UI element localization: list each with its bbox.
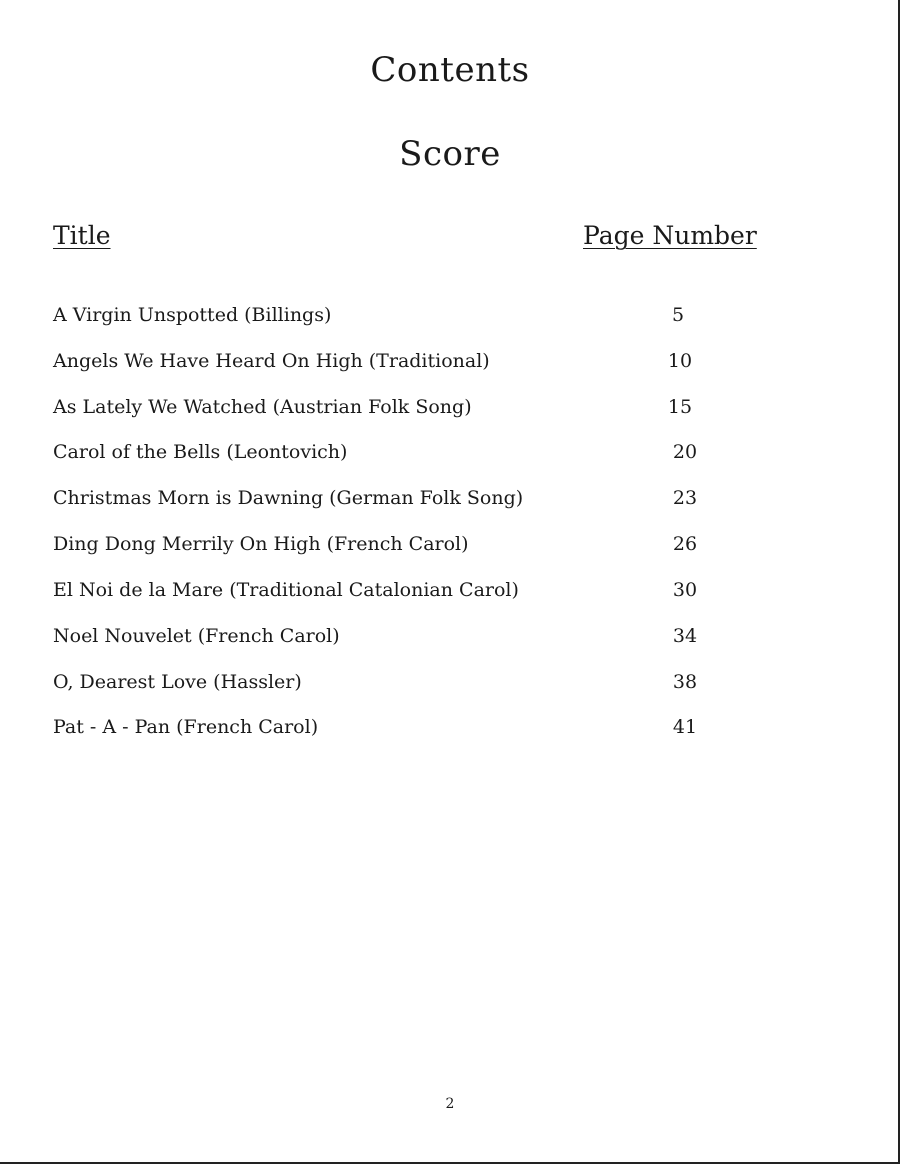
entry-title: Noel Nouvelet (French Carol) [53,625,340,647]
contents-entry[interactable] [0,579,900,609]
entry-page-number: 23 [672,487,698,509]
page-footer-number: 2 [445,1096,455,1112]
page-number-column-header: Page Number [583,221,757,250]
contents-entry[interactable] [0,304,900,334]
entry-title: Ding Dong Merrily On High (French Carol) [53,533,469,555]
entry-title: El Noi de la Mare (Traditional Catalonian Carol) [53,579,519,601]
contents-entry[interactable] [0,441,900,471]
section-title: Score [399,134,501,174]
entry-page-number: 41 [672,716,698,738]
entry-page-number: 15 [667,396,693,418]
contents-entry[interactable] [0,533,900,563]
entry-title: A Virgin Unspotted (Billings) [53,304,332,326]
contents-entry[interactable] [0,350,900,380]
entry-title: Carol of the Bells (Leontovich) [53,441,348,463]
title-column-header: Title [53,221,111,250]
contents-entry[interactable] [0,487,900,517]
entry-page-number: 30 [672,579,698,601]
entry-page-number: 26 [672,533,698,555]
entry-page-number: 38 [672,671,698,693]
entry-title: As Lately We Watched (Austrian Folk Song) [53,396,472,418]
entry-page-number: 5 [671,304,685,326]
contents-entry[interactable] [0,671,900,701]
contents-entry[interactable] [0,625,900,655]
entry-page-number: 10 [667,350,693,372]
entry-page-number: 20 [672,441,698,463]
entry-title: O, Dearest Love (Hassler) [53,671,302,693]
entry-title: Christmas Morn is Dawning (German Folk Song) [53,487,524,509]
page-title: Contents [370,50,530,90]
contents-entry[interactable] [0,396,900,426]
entry-title: Pat - A - Pan (French Carol) [53,716,319,738]
entry-page-number: 34 [672,625,698,647]
entry-title: Angels We Have Heard On High (Traditional) [53,350,490,372]
contents-entry[interactable] [0,716,900,746]
